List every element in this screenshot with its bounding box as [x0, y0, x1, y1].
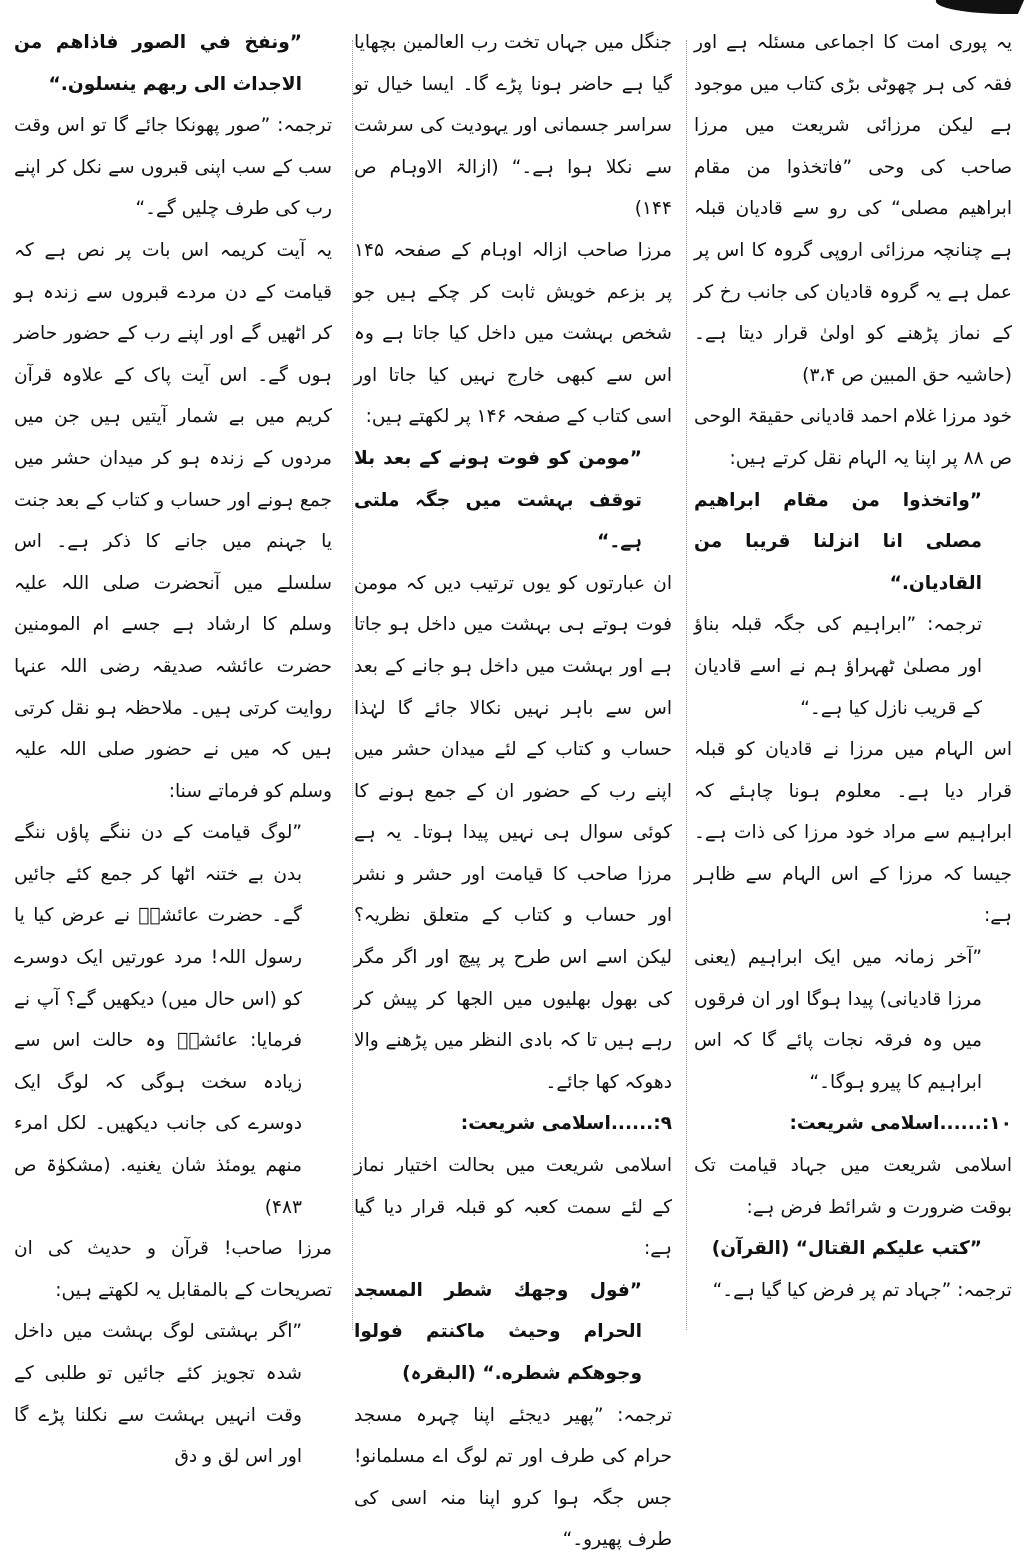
- quote: ”آخر زمانہ میں ایک ابراہیم (یعنی مرزا قادیانی) پیدا ہوگا اور ان فرقوں میں وہ فرقہ نجات پائے گا کہ اس ابراہیم کا پیرو ہوگا۔“: [694, 947, 982, 1093]
- quote: ”اگر بہشتی لوگ بہشت میں داخل شدہ تجویز کئے جائیں تو طلبی کے وقت انہیں بہشت سے نکلنا پڑے گا اور اس لق و دق: [14, 1321, 302, 1468]
- column-right: [14, 22, 332, 1468]
- paragraph: خود مرزا غلام احمد قادیانی حقیقۃ الوحی ص ۸۸ پر اپنا یہ الہام نقل کرتے ہیں:: [694, 406, 1012, 469]
- paragraph: جنگل میں جہاں تخت رب العالمین بچھایا گیا ہے حاضر ہونا پڑے گا۔ ایسا خیال تو سراسر جسمانی اور یہودیت کی سرشت سے نکلا ہوا ہے۔“ (ازالۃ الاوہام ص ۱۴۴): [354, 32, 672, 220]
- quran-verse: ”فول وجهك شطر المسجد الحرام وحيث ماكنتم فولوا وجوهكم شطره.“ (البقرہ): [354, 1279, 642, 1384]
- hadith-quote: ”لوگ قیامت کے دن ننگے پاؤں ننگے بدن بے ختنہ اٹھا کر جمع کئے جائیں گے۔ حضرت عائشہؓ نے عرض کیا یا رسول اللہ! مرد عورتیں ایک دوسرے کو (اس حال میں) دیکھیں گے؟ آپ نے فرمایا: عائشہؓ وہ حالت اس سے زیادہ سخت ہوگی کہ لوگ ایک دوسرے کی جانب دیکھیں۔ لکل امرء منهم يومئذ شان يغنيه. (مشکوٰۃ ص ۴۸۳): [14, 822, 302, 1218]
- paragraph: ترجمہ: ”صور پھونکا جائے گا تو اس وقت سب کے سب اپنی قبروں سے نکل کر اپنے رب کی طرف چلیں گے۔“: [14, 115, 332, 220]
- paragraph: اسلامی شریعت میں بحالت اختیار نماز کے لئے سمت کعبہ کو قبلہ قرار دیا گیا ہے:: [354, 1155, 672, 1260]
- paragraph: ترجمہ: ”پھیر دیجئے اپنا چہرہ مسجد حرام کی طرف اور تم لوگ اے مسلمانو! جس جگہ ہوا کرو اپنا منہ اسی کی طرف پھیرو۔“: [354, 1404, 672, 1551]
- column-middle: [354, 22, 672, 1551]
- paragraph: اس الہام میں مرزا نے قادیان کو قبلہ قرار دیا ہے۔ معلوم ہونا چاہئے کہ ابراہیم سے مراد خود مرزا کی ذات ہے۔ جیسا کہ مرزا کے اس الہام سے ظاہر ہے:: [694, 739, 1012, 927]
- paragraph: اسلامی شریعت میں جہاد قیامت تک بوقت ضرورت و شرائط فرض ہے:: [694, 1155, 1012, 1218]
- paragraph: مرزا صاحب! قرآن و حدیث کی ان تصریحات کے بالمقابل یہ لکھتے ہیں:: [14, 1238, 332, 1301]
- paragraph: یہ پوری امت کا اجماعی مسئلہ ہے اور فقہ کی ہر چھوٹی بڑی کتاب میں موجود ہے لیکن مرزائی شریعت میں مرزا صاحب کی وحی ”فاتخذوا من مقام ابراهيم مصلى“ کی رو سے قادیان قبلہ ہے چنانچہ مرزائی اروپی گروہ کا اس پر عمل ہے یہ گروہ قادیان کی جانب رخ کر کے نماز پڑھنے کو اولیٰ قرار دیتا ہے۔ (حاشیہ حق المبین ص ۳،۴): [694, 32, 1012, 386]
- translation: ترجمہ: ”جہاد تم پر فرض کیا گیا ہے۔“: [712, 1279, 1012, 1301]
- quran-verse: ”ونفخ في الصور فاذاهم من الاجداث الى ربهم ينسلون.“: [14, 32, 302, 95]
- corner-print-mark: [930, 0, 1024, 14]
- section-heading: ۹:......اسلامی شریعت:: [460, 1113, 672, 1135]
- column-left: [694, 22, 1012, 1332]
- paragraph: مرزا صاحب ازالہ اوہام کے صفحہ ۱۴۵ پر بزعم خویش ثابت کر چکے ہیں جو شخص بہشت میں داخل کیا جاتا ہے وہ اس سے کبھی خارج نہیں کیا جاتا اور اسی کتاب کے صفحہ ۱۴۶ پر لکھتے ہیں:: [354, 239, 672, 428]
- quran-verse: ”كتب عليكم القتال“ (القرآن): [711, 1238, 982, 1260]
- translation: ترجمہ: ”ابراہیم کی جگہ قبلہ بناؤ اور مصلیٰ ٹھہراؤ ہم نے اسے قادیان کے قریب نازل کیا ہے۔“: [694, 614, 982, 719]
- section-heading: ۱۰:......اسلامی شریعت:: [789, 1113, 1012, 1135]
- document-page: [14, 22, 1012, 1551]
- quran-verse: ”واتخذوا من مقام ابراهيم مصلى انا انزلنا قريبا من القاديان.“: [694, 489, 982, 594]
- paragraph: یہ آیت کریمہ اس بات پر نص ہے کہ قیامت کے دن مردے قبروں سے زندہ ہو کر اٹھیں گے اور اپنے رب کے حضور حاضر ہوں گے۔ اس آیت پاک کے علاوہ قرآن کریم میں بے شمار آیتیں ہیں جن میں مردوں کے زندہ ہو کر میدان حشر میں جمع ہونے اور حساب و کتاب کے بعد جنت یا جہنم میں جانے کا ذکر ہے۔ اس سلسلے میں آنحضرت صلی اللہ علیہ وسلم کا ارشاد ہے جسے ام المومنین حضرت عائشہ صدیقہ رضی اللہ عنہا روایت کرتی ہیں۔ ملاحظہ ہو نقل کرتی ہیں کہ میں نے حضور صلی اللہ علیہ وسلم کو فرماتے سنا:: [14, 239, 332, 802]
- quote: ”مومن کو فوت ہونے کے بعد بلا توقف بہشت میں جگہ ملتی ہے۔“: [354, 447, 642, 553]
- paragraph: ان عبارتوں کو یوں ترتیب دیں کہ مومن فوت ہوتے ہی بہشت میں داخل ہو جاتا ہے اور بہشت میں داخل ہو جانے کے بعد اس سے باہر نہیں نکالا جائے گا لہٰذا حساب و کتاب کے لئے میدان حشر میں اپنے رب کے حضور ان کے جمع ہونے کا کوئی سوال ہی نہیں پیدا ہوتا۔ یہ ہے مرزا صاحب کا قیامت اور حشر و نشر اور حساب و کتاب کے متعلق نظریہ؟ لیکن اسے اس طرح پر پیچ اور اگر مگر کی بھول بھلیوں میں الجھا کر پیش کر رہے ہیں تا کہ بادی النظر میں پڑھنے والا دھوکہ کھا جائے۔: [354, 572, 672, 1093]
